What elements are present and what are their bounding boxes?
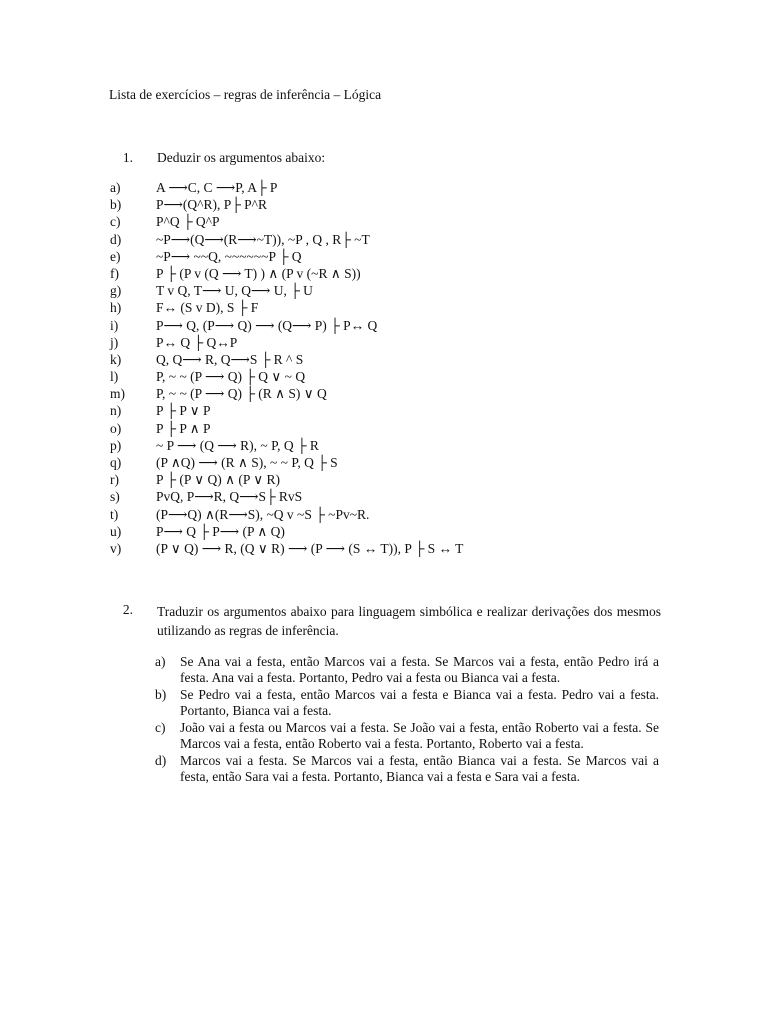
formula-text: P⟶(Q^R), P├ P^R — [156, 197, 267, 213]
formula-text: F↔ (S v D), S ├ F — [156, 300, 259, 316]
formula-text: (P ∨ Q) ⟶ R, (Q ∨ R) ⟶ (P ⟶ (S ↔ T)), P ├ S ↔ T — [156, 540, 464, 556]
formula-text: P, ~ ~ (P ⟶ Q) ├ (R ∧ S) ∨ Q — [156, 386, 327, 402]
formula-letter: t) — [110, 506, 119, 522]
formula-letter: b) — [110, 197, 122, 213]
argument-letter: c) — [155, 720, 166, 735]
formula-letter: i) — [110, 317, 119, 333]
argument-text: Marcos vai a festa. Se Marcos vai a festa, então Bianca vai a festa. Se Marcos vai a festa, então Sara vai a festa. Portanto, Bianca vai a festa e Sara vai a festa. — [180, 753, 659, 784]
argument-item — [153, 753, 659, 785]
formula-text: PvQ, P⟶R, Q⟶S├ RvS — [156, 489, 303, 505]
argument-text: Se Pedro vai a festa, então Marcos vai a festa e Bianca vai a festa. Pedro vai a festa. Portanto, Bianca vai a festa. — [180, 687, 659, 718]
formula-letter: f) — [110, 265, 119, 281]
formula-letter: j) — [110, 334, 119, 350]
formula-text: P⟶ Q ├ P⟶ (P ∧ Q) — [156, 523, 285, 539]
formula-text: Q, Q⟶ R, Q⟶S ├ R ^ S — [156, 351, 304, 367]
formula-text: P ├ P ∨ P — [156, 403, 211, 419]
formula-text: P↔ Q ├ Q↔P — [156, 334, 238, 350]
argument-letter: a) — [155, 654, 166, 669]
section-2-text: Traduzir os argumentos abaixo para linguagem simbólica e realizar derivações dos mesmos utilizando as regras de inferência. — [157, 604, 661, 638]
formula-letter: m) — [110, 386, 125, 402]
page-title: Lista de exercícios – regras de inferência – Lógica — [109, 87, 382, 102]
section-1-number: 1. — [122, 150, 133, 165]
formula-letter: r) — [110, 472, 119, 488]
formula-letter: o) — [110, 420, 122, 436]
argument-letter: b) — [155, 687, 167, 702]
formula-text: T v Q, T⟶ U, Q⟶ U, ├ U — [156, 283, 313, 299]
section-2-number: 2. — [122, 602, 133, 617]
formula-text: A ⟶C, C ⟶P, A├ P — [156, 180, 278, 195]
formula-text: ~P⟶ ~~Q, ~~~~~~P ├ Q — [156, 248, 302, 264]
formula-letter: a) — [110, 180, 121, 195]
formula-text: P ├ (P ∨ Q) ∧ (P ∨ R) — [156, 472, 280, 488]
formula-letter: v) — [110, 540, 122, 556]
formula-text: P ├ P ∧ P — [156, 420, 211, 436]
formula-text: P^Q ├ Q^P — [156, 214, 220, 230]
formula-letter: h) — [110, 300, 122, 316]
formula-letter: k) — [110, 351, 122, 367]
formula-letter: d) — [110, 231, 122, 247]
argument-item — [153, 720, 659, 752]
formula-letter: s) — [110, 489, 120, 505]
formula-letter: n) — [110, 403, 122, 419]
formula-text: (P ∧Q) ⟶ (R ∧ S), ~ ~ P, Q ├ S — [156, 455, 338, 470]
formula-letter: p) — [110, 437, 122, 453]
formula-letter: u) — [110, 523, 122, 539]
argument-list — [153, 654, 659, 786]
formula-text: (P⟶Q) ∧(R⟶S), ~Q v ~S ├ ~Pv~R. — [156, 506, 370, 522]
formula-letter: q) — [110, 455, 122, 470]
formula-text: ~P⟶(Q⟶(R⟶~T)), ~P , Q , R├ ~T — [156, 231, 370, 247]
argument-item — [153, 654, 659, 686]
formula-text: P, ~ ~ (P ⟶ Q) ├ Q ∨ ~ Q — [156, 369, 306, 385]
argument-text: João vai a festa ou Marcos vai a festa. Se João vai a festa, então Roberto vai a festa. Se Marcos vai a festa, então Roberto vai a festa. Portanto, Roberto vai a festa. — [180, 720, 659, 751]
argument-item — [153, 687, 659, 719]
argument-text: Se Ana vai a festa, então Marcos vai a festa. Se Marcos vai a festa, então Pedro irá a festa. Ana vai a festa. Portanto, Pedro vai a festa ou Bianca vai a festa. — [180, 654, 659, 685]
formula-letter: e) — [110, 248, 121, 264]
formula-text: P ├ (P v (Q ⟶ T) ) ∧ (P v (~R ∧ S)) — [156, 265, 361, 281]
formula-letter: c) — [110, 214, 121, 230]
formula-letter: g) — [110, 283, 122, 299]
argument-letter: d) — [155, 753, 167, 768]
formula-letter: l) — [110, 369, 119, 385]
section-1-heading — [109, 150, 669, 167]
formula-text: P⟶ Q, (P⟶ Q) ⟶ (Q⟶ P) ├ P↔ Q — [156, 317, 378, 333]
section-1-text: Deduzir os argumentos abaixo: — [157, 150, 326, 165]
section-2-heading — [109, 602, 661, 640]
formula-text: ~ P ⟶ (Q ⟶ R), ~ P, Q ├ R — [156, 437, 319, 453]
